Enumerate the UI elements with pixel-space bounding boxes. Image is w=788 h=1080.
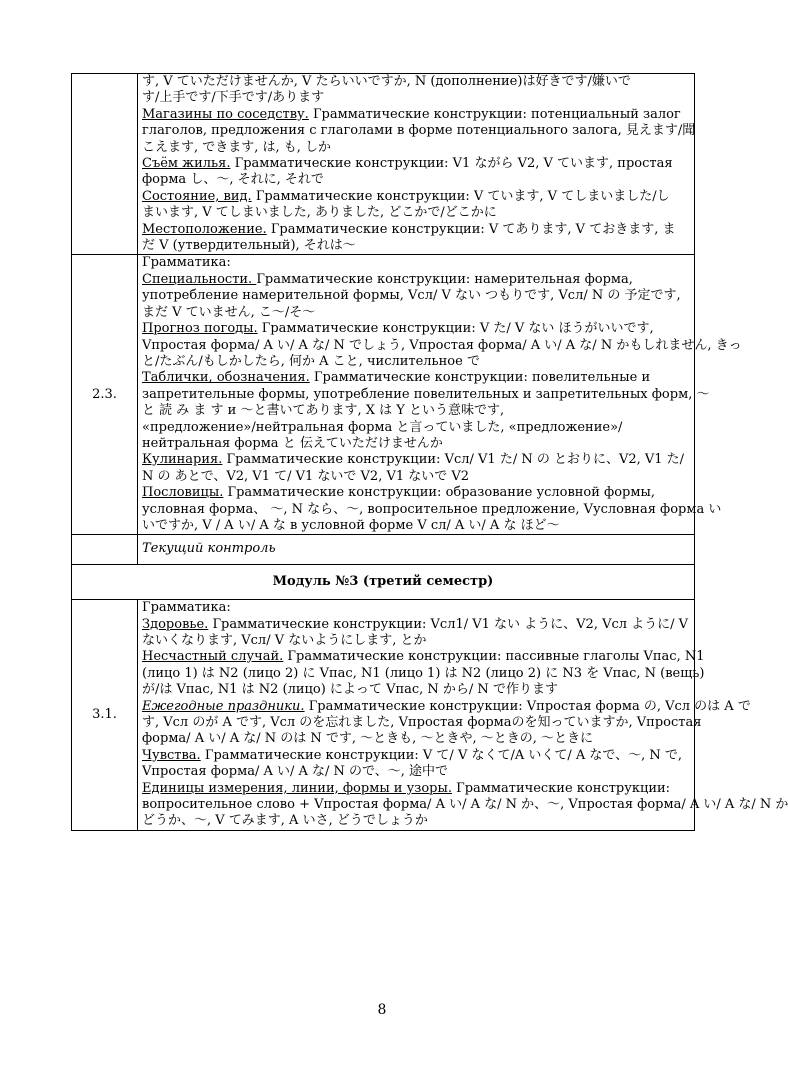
text-segment: форма/ A い/ A な/ N のは N です, ～ときも, ～ときや, ～ときの, ～ときに (142, 731, 593, 747)
text-line (142, 682, 690, 698)
text-segment: Грамматические конструкции: пассивные глаголы Vпас, N1 (283, 649, 705, 665)
text-line (142, 354, 690, 370)
text-line (142, 501, 722, 518)
text-line (142, 337, 742, 354)
text-segment: Грамматические конструкции: (451, 780, 671, 796)
page-number: 8 (377, 1002, 387, 1018)
topic-heading: Пословицы. (142, 485, 224, 501)
text-line (142, 107, 690, 123)
topic-heading: Чувства. (142, 747, 201, 763)
text-line (142, 665, 705, 682)
text-segment: と 読 み ま す и ～と書いてあります, X は Y という意味です, (142, 403, 505, 419)
text-segment: условная форма、 ～, N なら、～, вопросительное предложение, Vусловная форма い (142, 501, 722, 517)
text-line (142, 90, 690, 106)
section-number (72, 74, 138, 255)
text-segment: Грамматические конструкции: V1 ながら V2, V ています, простая (230, 156, 673, 172)
text-line (142, 288, 690, 304)
text-line (142, 238, 690, 254)
text-line (142, 74, 690, 90)
text-segment: Грамматика: (142, 255, 231, 271)
text-segment: Грамматические конструкции: V ています, V てしまいました/し (251, 188, 670, 204)
text-line (142, 255, 690, 271)
text-segment: запретительные формы, употребление повелительных и запретительных форм, ～ (142, 386, 710, 402)
text-segment: Грамматические конструкции: Vпростая форма の, Vсл のは A で (304, 698, 751, 714)
text-segment: Грамматические конструкции: V て/ V なくて/A いくて/ A なで、～, N で, (200, 747, 683, 763)
text-segment: Vпростая форма/ A い/ A な/ N でしょう, Vпростая форма/ A い/ A な/ N かもしれません, きっ (142, 337, 742, 353)
topic-heading: Ежегодные праздники. (142, 698, 305, 714)
text-segment: す/上手です/下手です/あります (142, 90, 325, 106)
topic-heading: Здоровье. (142, 616, 209, 632)
curriculum-table (71, 73, 788, 831)
text-segment: す, V ていただけませんか, V たらいいですか, N (дополнение)は好きです/嫌いで (142, 74, 631, 89)
text-segment: ないくなります, Vсл/ V ないようにします, とか (142, 633, 427, 648)
text-segment: どうか、～, V てみます, A いさ, どうでしょうか (142, 813, 428, 829)
topic-heading: Таблички, обозначения. (142, 370, 310, 386)
text-segment: вопросительное слово + Vпростая форма/ A い/ A な/ N か、～, Vпростая форма/ A い/ A な/ N か (142, 797, 788, 813)
text-line (142, 698, 751, 715)
text-line (142, 156, 690, 172)
text-line (142, 189, 690, 205)
text-segment: いですか, V / A い/ A な в условной форме V сл/ A い/ A な ほど～ (142, 517, 560, 533)
text-segment: が/は Vпас, N1 は N2 (лицо) によって Vпас, N から/ N で作ります (142, 682, 558, 698)
text-line (142, 123, 696, 139)
text-line (142, 518, 690, 534)
topic-heading: Несчастный случай. (142, 649, 284, 665)
text-segment: Грамматика: (142, 600, 231, 616)
text-line (142, 764, 690, 780)
text-segment: Грамматические конструкции: V た/ V ない ほうがいいです, (257, 321, 654, 337)
text-line (142, 469, 690, 485)
text-segment: す, Vсл のが A です, Vсл のを忘れました, Vпростая формаのを知っていますか, Vпростая (142, 715, 702, 731)
text-segment: N の あとで、V2, V1 て/ V1 ないで V2, V1 ないで V2 (142, 468, 470, 484)
text-line (142, 797, 788, 813)
text-line (142, 403, 690, 419)
topic-heading: Прогноз погоды. (142, 321, 258, 337)
section-content (138, 255, 742, 535)
text-line (142, 370, 690, 386)
text-line (142, 222, 690, 238)
text-segment: глаголов, предложения с глаголами в форме потенциального залога, 見えます/聞 (142, 123, 696, 139)
table-row (72, 255, 695, 535)
table-row (72, 600, 695, 831)
text-segment: まだ V ていません, こ～/そ～ (142, 304, 316, 320)
module-header-row (72, 564, 695, 599)
topic-heading: Единицы измерения, линии, формы и узоры. (142, 780, 452, 796)
text-line (142, 436, 690, 452)
text-line (142, 205, 690, 221)
text-line (142, 485, 690, 501)
module-title: Модуль №3 (третий семестр) (72, 564, 695, 599)
text-segment: Грамматические конструкции: Vсл/ V1 た/ N の とおりに、V2, V1 た/ (222, 452, 685, 468)
text-segment: Грамматические конструкции: образование условной формы, (223, 485, 655, 501)
text-line (142, 617, 690, 633)
text-line (142, 305, 690, 321)
text-segment: Грамматические конструкции: потенциальный залог (308, 106, 681, 122)
text-line (142, 600, 690, 616)
control-label: Текущий контроль (138, 535, 695, 564)
text-segment: (лицо 1) は N2 (лицо 2) に Vпас, N1 (лицо 1) は N2 (лицо 2) に N3 を Vпас, N (вещь) (142, 665, 705, 681)
text-segment: Грамматические конструкции: Vсл1/ V1 ない ように、V2, Vсл ように/ V (208, 616, 689, 632)
section-content (138, 74, 695, 255)
text-segment: だ V (утвердительный), それは～ (142, 238, 356, 254)
text-line (142, 715, 702, 731)
text-line (142, 172, 690, 188)
topic-heading: Местоположение. (142, 221, 267, 237)
text-line (142, 649, 705, 665)
text-line (142, 272, 690, 288)
text-segment: こえます, できます, は, も, しか (142, 139, 332, 155)
topic-heading: Специальности. (142, 271, 257, 287)
section-content (138, 600, 788, 831)
text-line (142, 140, 690, 156)
text-line (142, 813, 690, 829)
section-number (72, 535, 138, 564)
text-segment: Грамматические конструкции: V てあります, V ておきます, ま (266, 221, 676, 237)
text-segment: Грамматические конструкции: повелительные и (309, 370, 651, 386)
text-segment: と/たぶん/もしかしたら, 何か A こと, числительное で (142, 353, 480, 369)
text-segment: употребление намерительной формы, Vсл/ V ない つもりです, Vсл/ N の 予定です, (142, 288, 681, 304)
text-line (142, 731, 690, 747)
topic-heading: Состояние, вид. (142, 188, 252, 204)
control-row (72, 535, 695, 564)
topic-heading: Кулинария. (142, 452, 223, 468)
text-line (142, 452, 690, 468)
text-segment: Грамматические конструкции: намерительная форма, (256, 271, 633, 287)
text-line (142, 386, 710, 403)
text-segment: нейтральная форма と 伝えていただけませんか (142, 435, 443, 451)
text-segment: форма し、～, それに, それで (142, 172, 324, 188)
text-line (142, 633, 690, 649)
section-number: 3.1. (72, 600, 138, 831)
text-line (142, 420, 690, 436)
text-line (142, 781, 690, 797)
text-segment: Vпростая форма/ A い/ A な/ N ので、～, 途中で (142, 764, 449, 780)
text-line (142, 321, 690, 337)
table-row (72, 74, 695, 255)
topic-heading: Съём жилья. (142, 156, 231, 172)
topic-heading: Магазины по соседству. (142, 106, 309, 122)
section-number: 2.3. (72, 255, 138, 535)
text-segment: «предложение»/нейтральная форма と言っていました, «предложение»/ (142, 419, 623, 435)
text-line (142, 748, 690, 764)
text-segment: まいます, V てしまいました, ありました, どこかで/どこかに (142, 205, 497, 221)
